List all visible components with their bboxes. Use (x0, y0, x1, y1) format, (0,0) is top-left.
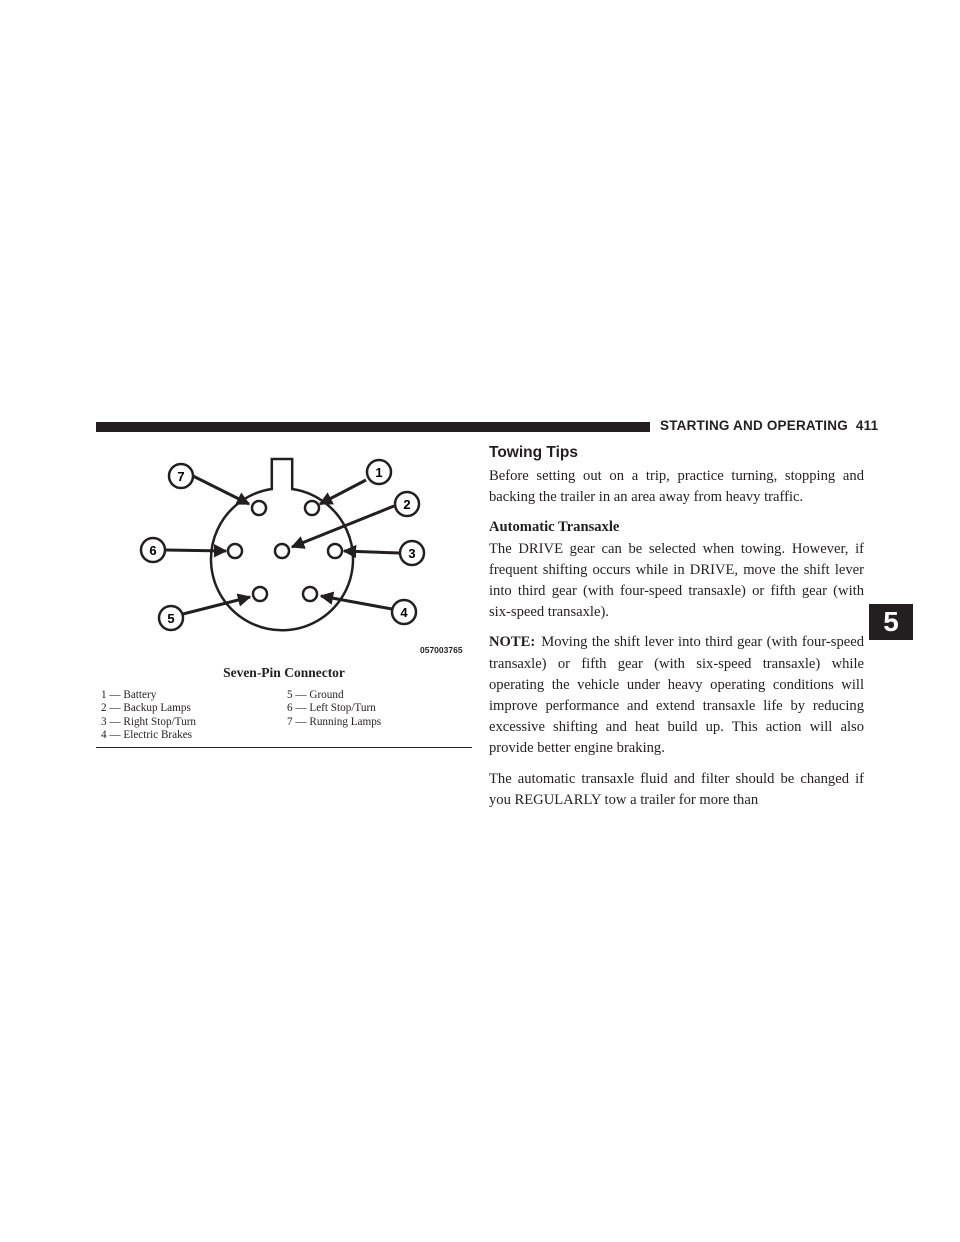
pin-label-4: 4 (400, 605, 408, 620)
leader-arrow-3 (344, 551, 399, 553)
legend-item-3: 3 — Right Stop/Turn (101, 715, 197, 728)
note-text: Moving the shift lever into third gear (with four-speed transaxle) or fifth gear (with six-speed transaxle) while operating the vehicle under heavy operating conditions will improve performance and extend transaxle life by reducing excessive shifting and heat build up. This action will also provide better engine braking. (489, 634, 864, 757)
header-rule (96, 422, 650, 432)
leader-arrow-5 (183, 597, 250, 614)
pin-label-5: 5 (167, 611, 175, 626)
legend-column-left (101, 689, 196, 743)
figure-bottom-rule (96, 747, 472, 748)
drive-gear-paragraph: The DRIVE gear can be selected when towing. However, if frequent shifting occurs while in DRIVE, move the shift lever into third gear (with four-speed transaxle) or fifth gear (with six-speed transaxle). (489, 540, 864, 621)
section-heading: Towing Tips (489, 444, 578, 461)
pin-hole-1 (305, 501, 319, 515)
leader-arrow-7 (193, 476, 249, 504)
leader-arrow-6 (166, 550, 226, 551)
pin-label-7: 7 (177, 469, 185, 484)
legend-item-1: 1 — Battery (101, 689, 157, 701)
legend-column-right (287, 689, 381, 729)
subheading: Automatic Transaxle (489, 519, 620, 536)
section-title: STARTING AND OPERATING (660, 418, 848, 433)
page-number: 411 (855, 418, 879, 433)
legend-item-6: 6 — Left Stop/Turn (287, 702, 376, 715)
main-text-column (489, 443, 864, 820)
note-label: NOTE: (489, 634, 536, 651)
pin-hole-2 (275, 544, 289, 558)
pin-hole-7 (252, 501, 266, 515)
figure-code: 057003765 (420, 645, 463, 655)
leader-arrow-4 (321, 596, 392, 609)
chapter-tab: 5 (869, 604, 913, 640)
leader-arrow-1 (320, 480, 366, 504)
legend-item-7: 7 — Running Lamps (287, 715, 382, 728)
pin-label-1: 1 (375, 465, 383, 480)
pin-hole-5 (253, 587, 267, 601)
legend-item-4: 4 — Electric Brakes (101, 729, 193, 742)
pin-label-6: 6 (149, 543, 157, 558)
legend-item-2: 2 — Backup Lamps (101, 702, 191, 715)
legend-item-5: 5 — Ground (287, 689, 344, 701)
pin-hole-4 (303, 587, 317, 601)
figure-caption: Seven-Pin Connector (223, 665, 345, 680)
pin-hole-3 (328, 544, 342, 558)
connector-diagram (96, 446, 472, 661)
pin-label-2: 2 (403, 497, 411, 512)
pin-label-3: 3 (408, 546, 416, 561)
intro-paragraph: Before setting out on a trip, practice turning, stopping and backing the trailer in an area away from heavy traffic. (489, 468, 864, 506)
note-paragraph (489, 632, 864, 759)
fluid-filter-paragraph: The automatic transaxle fluid and filter should be changed if you REGULARLY tow a trailer for more than (489, 770, 864, 808)
running-header (660, 418, 880, 433)
pin-hole-6 (228, 544, 242, 558)
seven-pin-connector-figure (96, 446, 472, 750)
